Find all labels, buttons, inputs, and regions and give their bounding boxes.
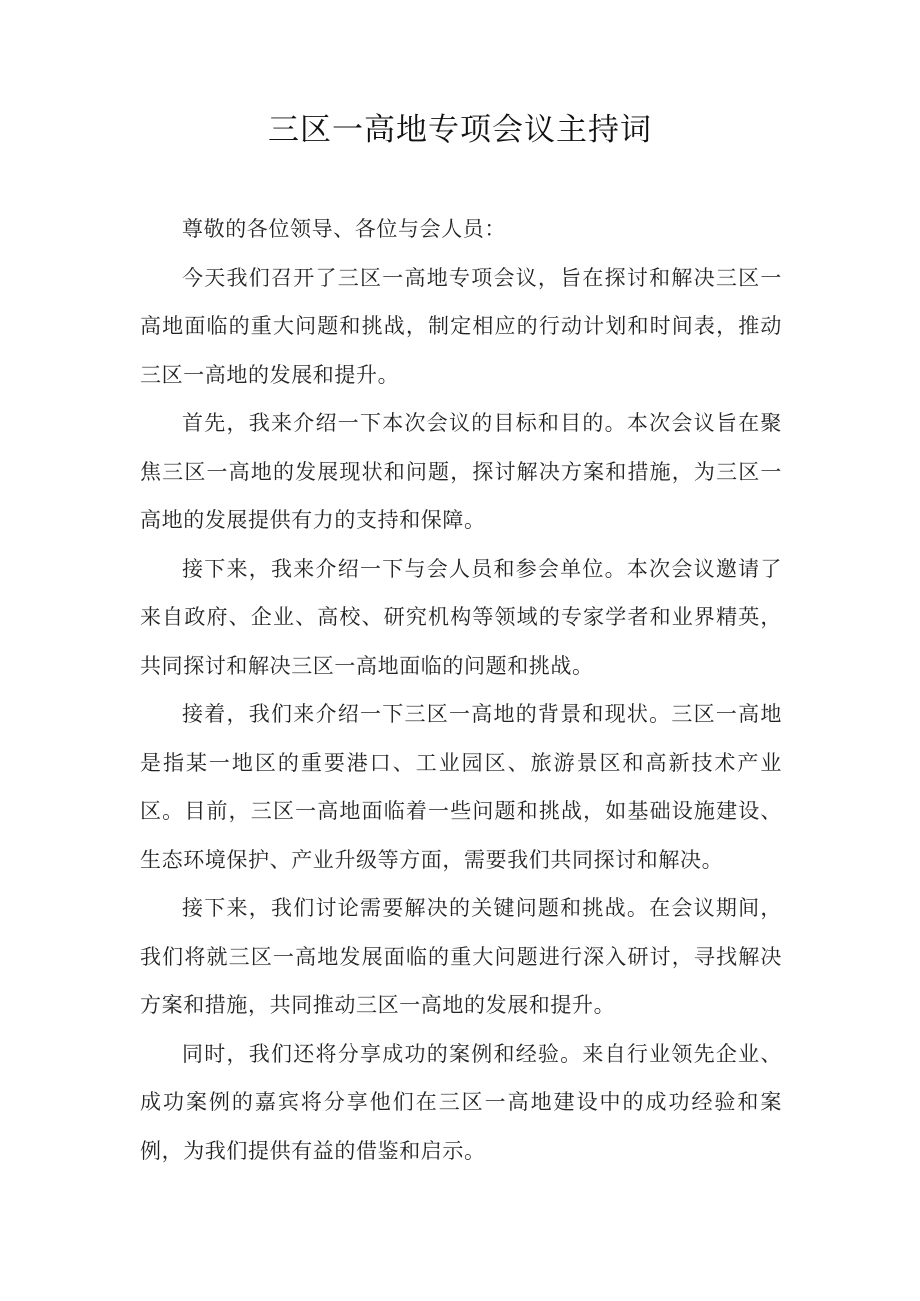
document-body — [140, 205, 782, 1175]
paragraph: 接下来，我们讨论需要解决的关键问题和挑战。在会议期间，我们将就三区一高地发展面临的重大问题进行深入研讨，寻找解决方案和措施，共同推动三区一高地的发展和提升。 — [140, 896, 782, 1017]
paragraph: 今天我们召开了三区一高地专项会议，旨在探讨和解决三区一高地面临的重大问题和挑战，制定相应的行动计划和时间表，推动三区一高地的发展和提升。 — [140, 265, 782, 387]
paragraph-salutation: 尊敬的各位领导、各位与会人员： — [182, 217, 506, 241]
paragraph: 首先，我来介绍一下本次会议的目标和目的。本次会议旨在聚焦三区一高地的发展现状和问题，探讨解决方案和措施，为三区一高地的发展提供有力的支持和保障。 — [140, 411, 782, 532]
paragraph: 同时，我们还将分享成功的案例和经验。来自行业领先企业、成功案例的嘉宾将分享他们在三区一高地建设中的成功经验和案例，为我们提供有益的借鉴和启示。 — [140, 1041, 782, 1163]
paragraph: 接着，我们来介绍一下三区一高地的背景和现状。三区一高地是指某一地区的重要港口、工业园区、旅游景区和高新技术产业区。目前，三区一高地面临着一些问题和挑战，如基础设施建设、生态环境保护、产业升级等方面，需要我们共同探讨和解决。 — [140, 702, 782, 872]
paragraph: 接下来，我来介绍一下与会人员和参会单位。本次会议邀请了来自政府、企业、高校、研究机构等领域的专家学者和业界精英，共同探讨和解决三区一高地面临的问题和挑战。 — [140, 556, 782, 678]
document-title: 三区一高地专项会议主持词 — [268, 112, 652, 148]
